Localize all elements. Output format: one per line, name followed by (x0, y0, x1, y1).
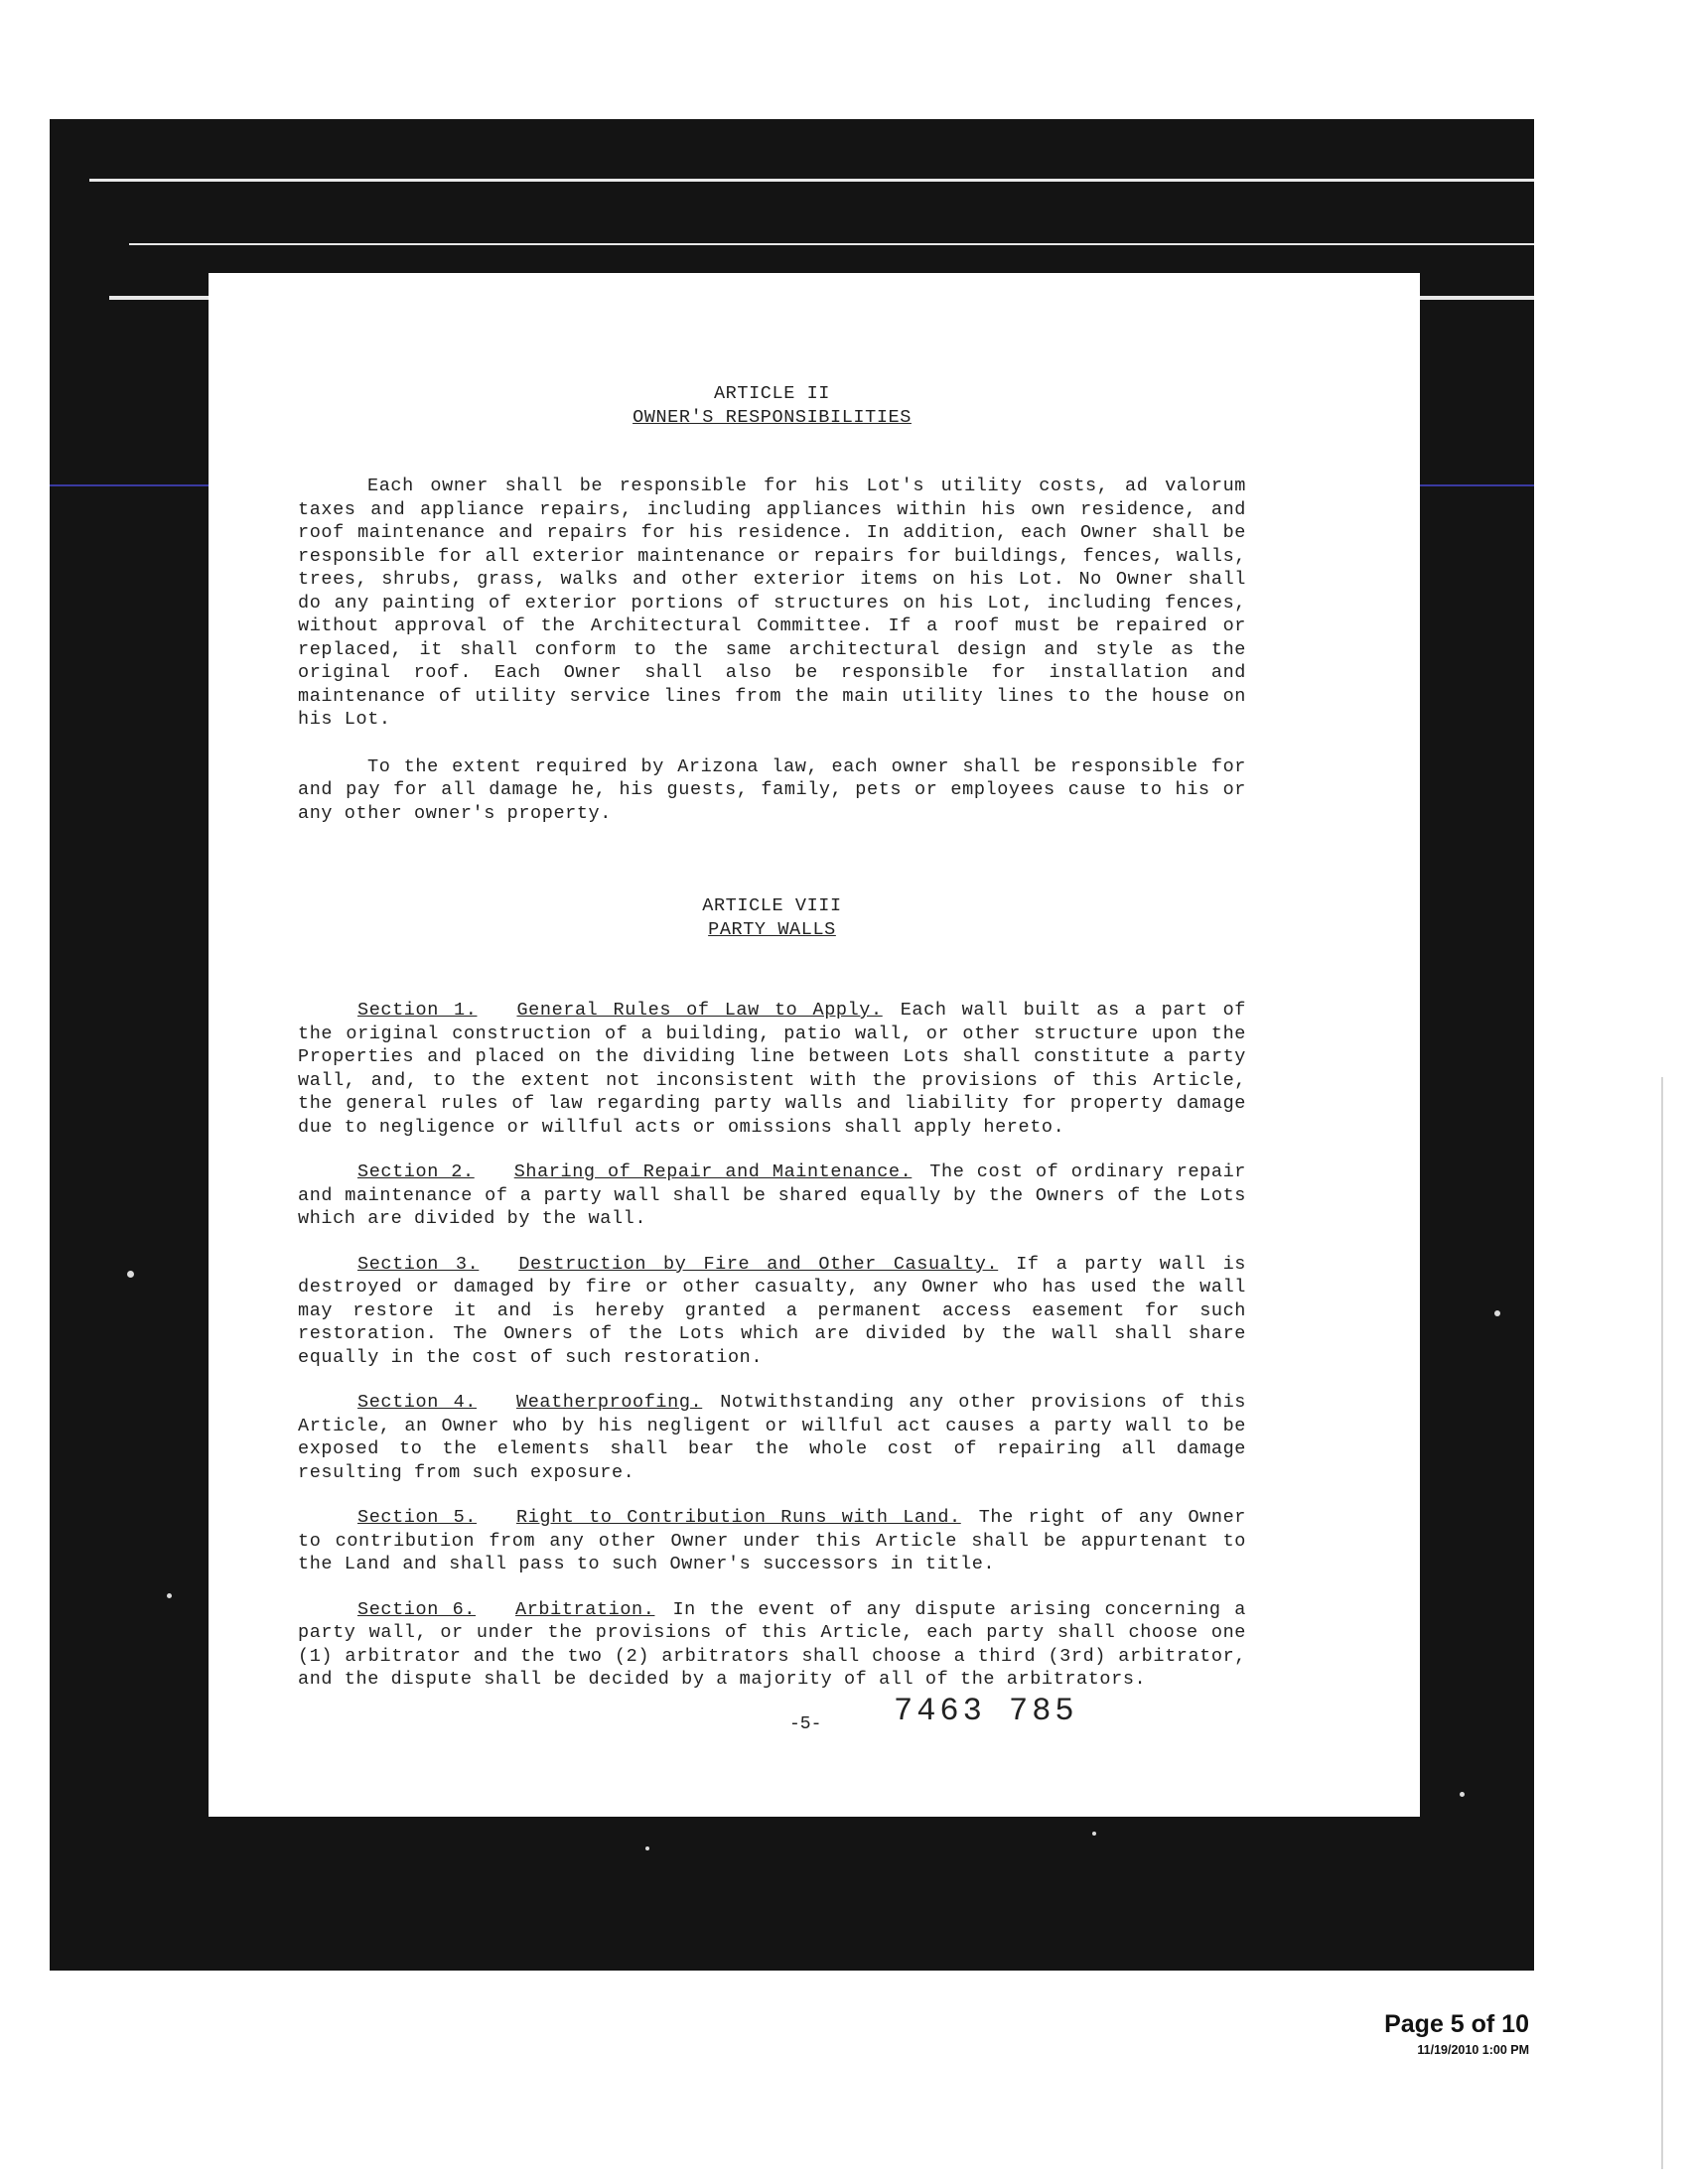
section-2 (298, 1160, 1246, 1231)
section-4-title: Weatherproofing. (516, 1392, 703, 1413)
section-3 (298, 1253, 1246, 1370)
section-4-label: Section 4. (357, 1392, 477, 1413)
section-4 (298, 1391, 1246, 1484)
article-viii-subtitle: PARTY WALLS (708, 918, 836, 940)
print-timestamp: 11/19/2010 1:00 PM (1417, 2043, 1529, 2057)
scan-streak (89, 179, 1534, 182)
section-6-label: Section 6. (357, 1598, 477, 1620)
document-body (298, 382, 1246, 1713)
article-viii-heading (298, 894, 1246, 941)
scan-speck (1460, 1792, 1465, 1797)
scan-speck (1494, 1310, 1500, 1316)
document-footer (209, 1693, 1420, 1742)
article-ii-title: ARTICLE II (713, 383, 831, 404)
article-ii-paragraph-2: To the extent required by Arizona law, each owner shall be responsible for and pay for all damage he, his guests, family, pets or employees cause to his or any other owner's property. (298, 755, 1246, 824)
section-1-text: Each wall built as a part of the original construction of a building, patio wall, or other structure upon the Properties and placed on the dividing line between Lots shall constitute a party wall, and, to the extent not inconsistent with the provisions of this Article, the general rules of law regarding party walls and liability for property damage due to negligence or willful acts or omissions shall apply hereto. (298, 1000, 1246, 1138)
section-3-label: Section 3. (357, 1253, 480, 1275)
article-ii-heading (298, 382, 1246, 429)
document-sheet (209, 273, 1420, 1817)
article-ii-subtitle: OWNER'S RESPONSIBILITIES (633, 406, 912, 428)
section-1-title: General Rules of Law to Apply. (516, 1000, 883, 1021)
article-ii-paragraph-1: Each owner shall be responsible for his Lot's utility costs, ad valorum taxes and appliance repairs, including appliances within his own residence, and roof maintenance and repairs for his residence. In addition, each Owner shall be responsible for all exterior maintenance or repairs for buildings, fences, walls, trees, shrubs, grass, walks and other exterior items on his Lot. No Owner shall do any painting of exterior portions of structures on his Lot, including fences, without approval of the Architectural Committee. If a roof must be repaired or replaced, it shall conform to the same architectural design and style as the original roof. Each Owner shall also be responsible for installation and maintenance of utility service lines from the main utility lines to the house on his Lot. (298, 476, 1246, 730)
section-3-text: If a party wall is destroyed or damaged by fire or other casualty, any Owner who has used the wall may restore it and is hereby granted a permanent access easement for such restoration. The Owners of the Lots which are divided by the wall shall share equally in the cost of such restoration. (298, 1253, 1247, 1368)
section-4-text: Notwithstanding any other provisions of this Article, an Owner who by his negligent or willful act causes a party wall to be exposed to the elements shall bear the whole cost of repairing all damage resulting from such exposure. (298, 1392, 1246, 1483)
section-1-label: Section 1. (357, 1000, 478, 1021)
section-2-label: Section 2. (357, 1161, 475, 1182)
scan-streak (129, 243, 1534, 245)
section-3-title: Destruction by Fire and Other Casualty. (518, 1253, 999, 1275)
scan-speck (127, 1271, 134, 1278)
scan-blue-line (1420, 484, 1534, 486)
spacer (298, 429, 1246, 475)
section-5-label: Section 5. (357, 1507, 477, 1528)
page-count-label: Page 5 of 10 (1384, 2010, 1529, 2038)
section-2-title: Sharing of Repair and Maintenance. (513, 1161, 913, 1182)
scan-speck (167, 1593, 172, 1598)
section-6-title: Arbitration. (515, 1598, 655, 1620)
section-5-text: The right of any Owner to contribution from any other Owner under this Article shall be appurtenant to the Land and shall pass to such Owner's successors in title. (298, 1507, 1246, 1574)
scan-blue-line (50, 484, 209, 486)
section-6-text: In the event of any dispute arising concerning a party wall, or under the provisions of this Article, each party shall choose one (1) arbitrator and the two (2) arbitrators shall choose a third (3rd) arbitrator, and the dispute shall be decided by a majority of all of the arbitrators. (298, 1598, 1246, 1690)
article-viii-title: ARTICLE VIII (702, 895, 842, 916)
section-1 (298, 999, 1246, 1139)
spacer (298, 941, 1246, 999)
scan-speck (645, 1846, 649, 1850)
page-edge-line (1661, 1077, 1663, 2169)
page-info (1384, 2010, 1529, 2057)
section-5 (298, 1506, 1246, 1576)
recording-stamp: 7463 785 (894, 1693, 1078, 1729)
section-2-text: The cost of ordinary repair and maintenance of a party wall shall be shared equally by the Owners of the Lots which are divided by the wall. (298, 1161, 1246, 1229)
spacer (298, 849, 1246, 894)
section-6 (298, 1598, 1246, 1692)
section-5-title: Right to Contribution Runs with Land. (515, 1507, 961, 1528)
page-number: -5- (789, 1714, 822, 1734)
scan-speck (1092, 1832, 1096, 1836)
